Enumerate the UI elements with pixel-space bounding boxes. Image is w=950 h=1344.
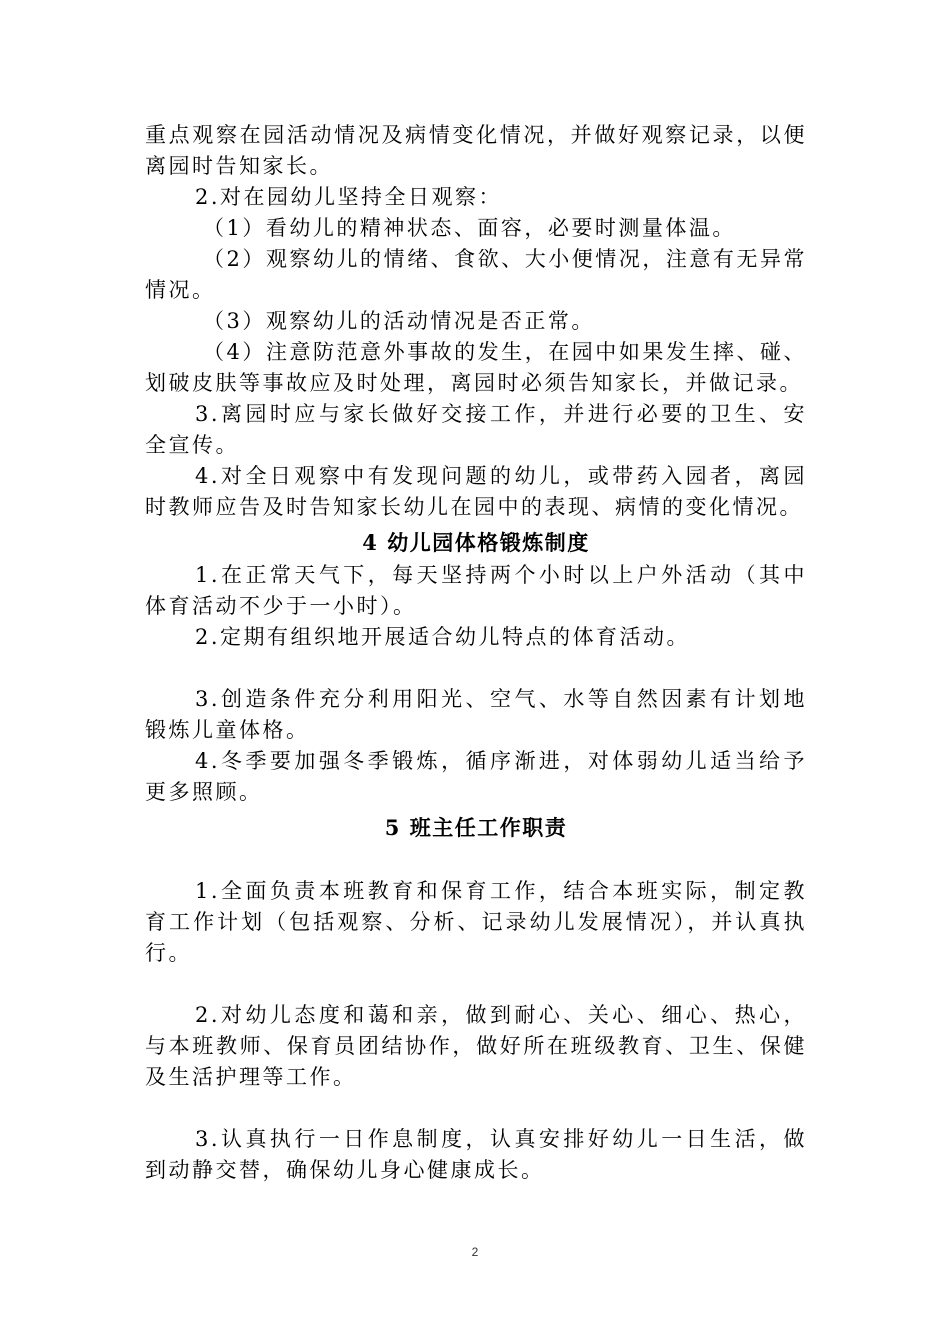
paragraph: 1.在正常天气下，每天坚持两个小时以上户外活动（其中体育活动不少于一小时）。 (145, 563, 807, 618)
paragraph: 重点观察在园活动情况及病情变化情况，并做好观察记录，以便离园时告知家长。 (145, 123, 807, 178)
blank-line (145, 845, 807, 876)
section-heading: 4 幼儿园体格锻炼制度 (362, 530, 590, 555)
sub-paragraph: （3）观察幼儿的活动情况是否正常。 (203, 309, 595, 333)
blank-line (145, 1093, 807, 1124)
paragraph: 2.定期有组织地开展适合幼儿特点的体育活动。 (195, 625, 691, 649)
paragraph: 1.全面负责本班教育和保育工作，结合本班实际，制定教育工作计划（包括观察、分析、记录幼儿发展情况），并认真执行。 (145, 879, 807, 965)
page-number: 2 (471, 1245, 479, 1259)
blank-line (145, 653, 807, 684)
paragraph: 3.离园时应与家长做好交接工作，并进行必要的卫生、安全宣传。 (145, 402, 807, 457)
paragraph: 2.对幼儿态度和蔼和亲，做到耐心、关心、细心、热心，与本班教师、保育员团结协作，做好所在班级教育、卫生、保健及生活护理等工作。 (145, 1003, 807, 1089)
paragraph: 4.冬季要加强冬季锻炼，循序渐进，对体弱幼儿适当给予更多照顾。 (145, 749, 807, 804)
section-heading: 5 班主任工作职责 (384, 815, 568, 840)
paragraph: 2.对在园幼儿坚持全日观察： (195, 185, 503, 209)
sub-paragraph: （1）看幼儿的精神状态、面容，必要时测量体温。 (203, 216, 736, 240)
document-body (145, 120, 807, 1186)
paragraph: 3.创造条件充分利用阳光、空气、水等自然因素有计划地锻炼儿童体格。 (145, 687, 807, 742)
sub-paragraph: （2）观察幼儿的情绪、食欲、大小便情况，注意有无异常情况。 (145, 247, 807, 302)
paragraph: 3.认真执行一日作息制度，认真安排好幼儿一日生活，做到动静交替，确保幼儿身心健康成长。 (145, 1127, 807, 1182)
sub-paragraph: （4）注意防范意外事故的发生，在园中如果发生摔、碰、划破皮肤等事故应及时处理，离园时必须告知家长，并做记录。 (145, 340, 807, 395)
blank-line (145, 969, 807, 1000)
paragraph: 4.对全日观察中有发现问题的幼儿，或带药入园者，离园时教师应告及时告知家长幼儿在园中的表现、病情的变化情况。 (145, 464, 807, 519)
